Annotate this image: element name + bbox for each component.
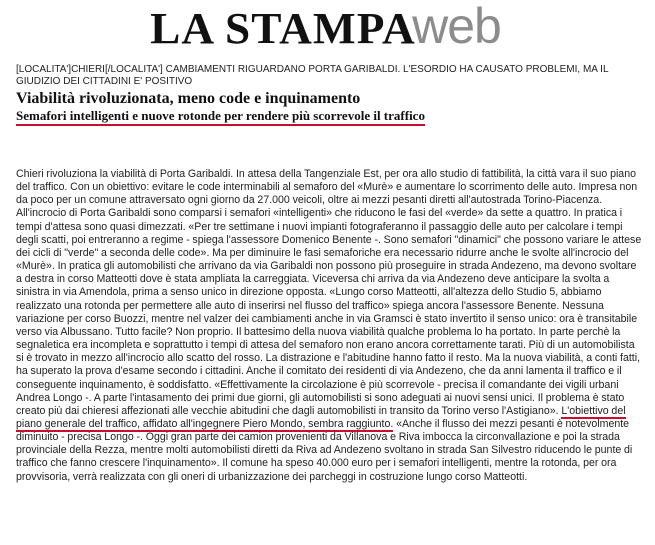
article-subheadline [16,108,646,123]
masthead-logo [0,2,655,52]
body-highlighted-sentence: L'obiettivo del piano generale del traffico, affidato all'ingegnere Piero Mondo, sembra raggiunto. [16,404,626,430]
body-text-part-2: «Anche il flusso dei mezzi pesanti è notevolmente diminuito - precisa Longo -. Oggi gran parte dei camion provenienti da Villanova e Riva imbocca la circonvallazione e poi la strada provinciale della Rezza, mentre molti automobilisti diretti da Riva ad Andezeno svoltano in strada San Silvestro riducendo le punte di traffico che fanno crescere l'inquinamento». Il comune ha speso 40.000 euro per i semafori intelligenti, mentre la rotonda, per ora provvisoria, verrà realizzata con gli oneri di urbanizzazione dei parcheggi in costruzione lungo corso Matteotti. [16,417,633,483]
logo-web-text: web [412,0,501,54]
body-text-part-1: Chieri rivoluziona la viabilità di Porta Garibaldi. In attesa della Tangenziale Est, per ora allo studio di fattibilità, la città vara il suo piano del traffico. Con un obiettivo: evitare le code interminabili al semaforo del «Murè» e aumentare lo scorrimento delle auto. Impresa non da poco per un comune attraversato ogni giorno da 27.000 veicoli, oltre ai mezzi pesanti diretti all'autostrada Torino-Piacenza. All'incrocio di Porta Garibaldi sono comparsi i semafori «intelligenti» che riducono le fasi del «verde» da sette a quattro. In pratica i tempi d'attesa sono quasi dimezzati. «Per tre settimane i nuovi impianti fotograferanno il passaggio delle auto per calcolare i tempi degli scatti, poi entreranno a regime - spiega l'assessore Domenico Benente -. Sono semafori "dinamici" che possono variare le attese dei cicli di "verde" a seconda delle code». Ma per diminuire le fasi semaforiche era necessario ridurre anche le svolte all'incrocio del «Murè». In pratica gli automobilisti che arrivano da via Garibaldi non possono più proseguire in strada Andezeno, ma devono svoltare a destra in corso Matteotti dove è stata ampliata la carreggiata. Viceversa chi arriva da via Andezeno deve anticipare la svolta a sinistra in via Amendola, prima a senso unico in direzione opposta. «Lungo corso Matteotti, all'altezza dello Studio 5, abbiamo realizzato una rotonda per permettere alle auto di inserirsi nel flusso del traffico» spiega ancora l'assessore Benente. Nessuna variazione per corso Buozzi, mentre nel valzer dei cambiamenti anche in via Gramsci è stato invertito il senso unico: ora è transitabile verso via Albussano. Tutto facile? Non proprio. Il battesimo della nuova viabilità qualche problema lo ha portato. In parte perchè la segnaletica era incompleta e soprattutto i tempi di attesa del semaforo non erano ancora correttamente tarati. Più di un automobilista si è trovato in mezzo all'incrocio allo scatto del rosso. La distrazione e l'abitudine hanno fatto il resto. Ma la nuova viabilità, a conti fatti, ha superato la prova d'esame secondo i cittadini. Anche il comitato dei residenti di via Andezeno, che da anni lamenta il traffico e il conseguente inquinamento, è soddisfatto. «Effettivamente la circolazione è più scorrevole - precisa il comandante dei vigili urbani Andrea Longo -. A parte l'intasamento dei primi due giorni, gli automobilisti si sono adeguati ai nuovi sensi unici. Il problema è stato creato più dai chieresi affezionati alle vecchie abitudini che dagli automobilisti in transito da Torino verso l'Astigiano». [16,168,642,417]
article-kicker: [LOCALITA']CHIERI[/LOCALITA'] CAMBIAMENTI RIGUARDANO PORTA GARIBALDI. L'ESORDIO HA CAUSATO PROBLEMI, MA IL GIUDIZIO DEI CITTADINI E' POSITIVO [16,64,609,87]
logo-main-text: LA STAMPA [150,4,416,53]
article-headline: Viabilità rivoluzionata, meno code e inquinamento [16,90,361,107]
article-body [16,168,644,484]
subheadline-text: Semafori intelligenti e nuove rotonde per rendere più scorrevole il traffico [16,108,425,126]
